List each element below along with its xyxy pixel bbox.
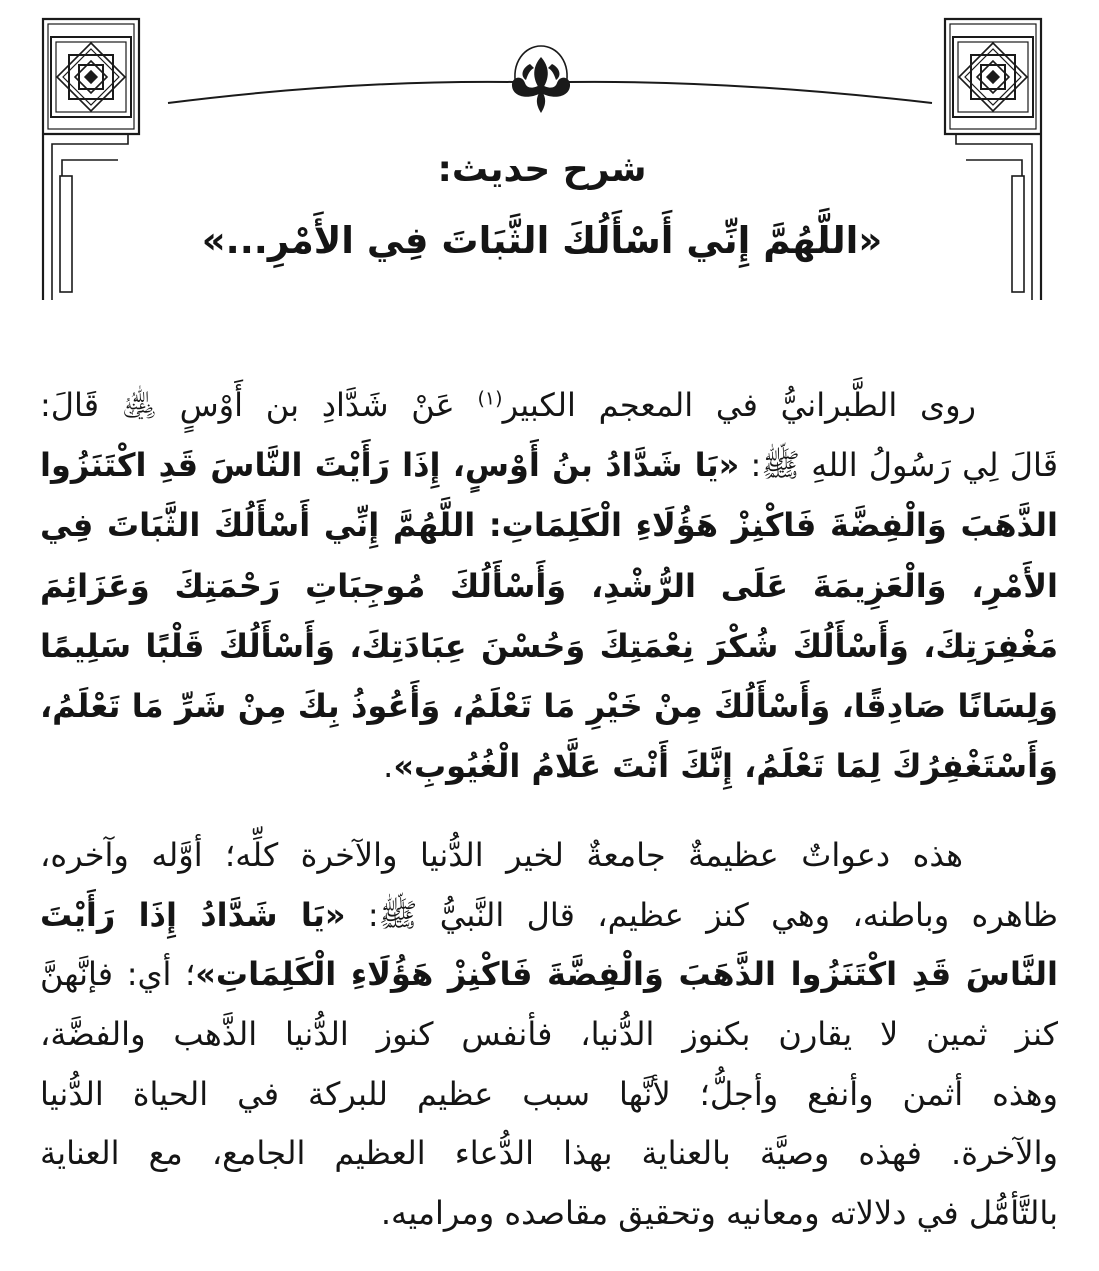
- ornament-right-leaf: [548, 64, 559, 80]
- line-text: والآخرة. فهذه وصيَّة بالعناية بهذا الدُّعاء العظيم الجامع، مع العناية: [40, 1134, 1058, 1173]
- line-text: هذه دعواتٌ عظيمةٌ جامعةٌ لخير الدُّنيا والآخرة كلِّه؛ أوَّله وآخره،: [40, 836, 963, 874]
- left-pillar: [60, 176, 72, 292]
- right-step-line-1: [956, 134, 1032, 300]
- hadith-quote-text: الأَمْرِ، وَالْعَزِيمَةَ عَلَى الرُّشْدِ، وَأَسْأَلُكَ مُوجِبَاتِ رَحْمَتِكَ وَعَزَائِمَ: [40, 566, 1058, 605]
- paragraph-1-line-3: [40, 495, 1058, 555]
- paragraph-2-line-5: [40, 1065, 1058, 1125]
- right-corner-ornament: [945, 19, 1041, 300]
- top-arc-left: [168, 82, 514, 103]
- paragraph-2-line-2: [40, 886, 1058, 946]
- right-pillar: [1012, 176, 1024, 292]
- line-text: بالتَّأمُّل في دلالاته ومعانيه وتحقيق مقاصده ومراميه.: [380, 1194, 1058, 1233]
- paragraph-2-line-7: [40, 1184, 1058, 1244]
- paragraph-1-line-7: [40, 736, 1058, 796]
- paragraph-2-line-3: [40, 945, 1058, 1005]
- hadith-quote-text: وَلِسَانًا صَادِقًا، وَأَسْأَلُكَ مِنْ خَيْرِ مَا تَعْلَمُ، وَأَعُوذُ بِكَ مِنْ شَرِّ مَا تَعْلَمُ،: [40, 686, 1058, 725]
- line-text: عَنْ شَدَّادِ بن أَوْسٍ ﵁ قَالَ:: [40, 386, 478, 424]
- ornament-left-leaf: [523, 64, 534, 80]
- top-arc-right: [568, 82, 932, 103]
- paragraph-1-line-1: [40, 375, 1058, 435]
- paragraph-2-line-4: [40, 1005, 1058, 1065]
- footnote-marker: (١): [477, 387, 503, 410]
- paragraph-1: [40, 375, 1058, 796]
- right-star-center: [986, 70, 1000, 84]
- paragraph-1-line-2: [40, 435, 1058, 495]
- paragraph-2-line-6: [40, 1124, 1058, 1184]
- left-star-center: [84, 70, 98, 84]
- hadith-quote-text: «يَا شَدَّادُ بنُ أَوْسٍ، إِذَا رَأَيْتَ النَّاسَ قَدِ اكْتَنَزُوا: [40, 446, 740, 485]
- line-text: ؛ أي: فإنَّهنَّ: [40, 955, 196, 994]
- paragraph-1-line-4: [40, 556, 1058, 616]
- hadith-quote-text: النَّاسَ قَدِ اكْتَنَزُوا الذَّهَبَ وَالْفِضَّةَ فَاكْنِزْ هَؤُلَاءِ الْكَلِمَاتِ»: [195, 955, 1059, 994]
- hadith-quote-text: مَغْفِرَتِكَ، وَأَسْأَلُكَ شُكْرَ نِعْمَتِكَ وَحُسْنَ عِبَادَتِكَ، وَأَسْأَلُكَ قَلْبًا سَلِيمًا: [40, 626, 1058, 665]
- paragraph-2: [40, 826, 1058, 1244]
- left-step-line-1: [52, 134, 128, 300]
- left-step-line-2: [62, 160, 118, 176]
- hadith-quote-text: «يَا شَدَّادُ إِذَا رَأَيْتَ: [40, 895, 346, 934]
- line-text: روى الطَّبرانيُّ في المعجم الكبير: [502, 386, 976, 424]
- paragraph-1-line-5: [40, 616, 1058, 676]
- right-step-line-2: [966, 160, 1022, 176]
- paragraph-2-line-1: [40, 826, 1058, 886]
- line-text: كنز ثمين لا يقارن بكنوز الدُّنيا، فأنفس كنوز الدُّنيا الذَّهب والفضَّة،: [40, 1015, 1058, 1054]
- line-text: ظاهره وباطنه، وهي كنز عظيم، قال النَّبيُّ ﷺ:: [345, 895, 1059, 934]
- paragraph-1-line-6: [40, 676, 1058, 736]
- hadith-quote-text: وَأَسْتَغْفِرُكَ لِمَا تَعْلَمُ، إِنَّكَ أَنْتَ عَلَّامُ الْغُيُوبِ»: [393, 747, 1058, 786]
- page-title: شرح حديث:: [437, 149, 647, 190]
- hadith-title: «اللَّهُمَّ إِنِّي أَسْأَلُكَ الثَّبَاتَ فِي الأَمْرِ...»: [201, 219, 883, 262]
- line-text: وهذه أثمن وأنفع وأجلُّ؛ لأنَّها سبب عظيم للبركة في الحياة الدُّنيا: [40, 1074, 1058, 1113]
- hadith-quote-text: الذَّهَبَ وَالْفِضَّةَ فَاكْنِزْ هَؤُلَاءِ الْكَلِمَاتِ: اللَّهُمَّ إِنِّي أَسْأَلُكَ الثَّبَاتَ فِي: [40, 506, 1058, 545]
- line-text: قَالَ لِي رَسُولُ اللهِ ﷺ:: [739, 446, 1059, 485]
- line-text: .: [383, 747, 394, 786]
- left-corner-ornament: [43, 19, 139, 300]
- center-flower-ornament: [512, 46, 570, 113]
